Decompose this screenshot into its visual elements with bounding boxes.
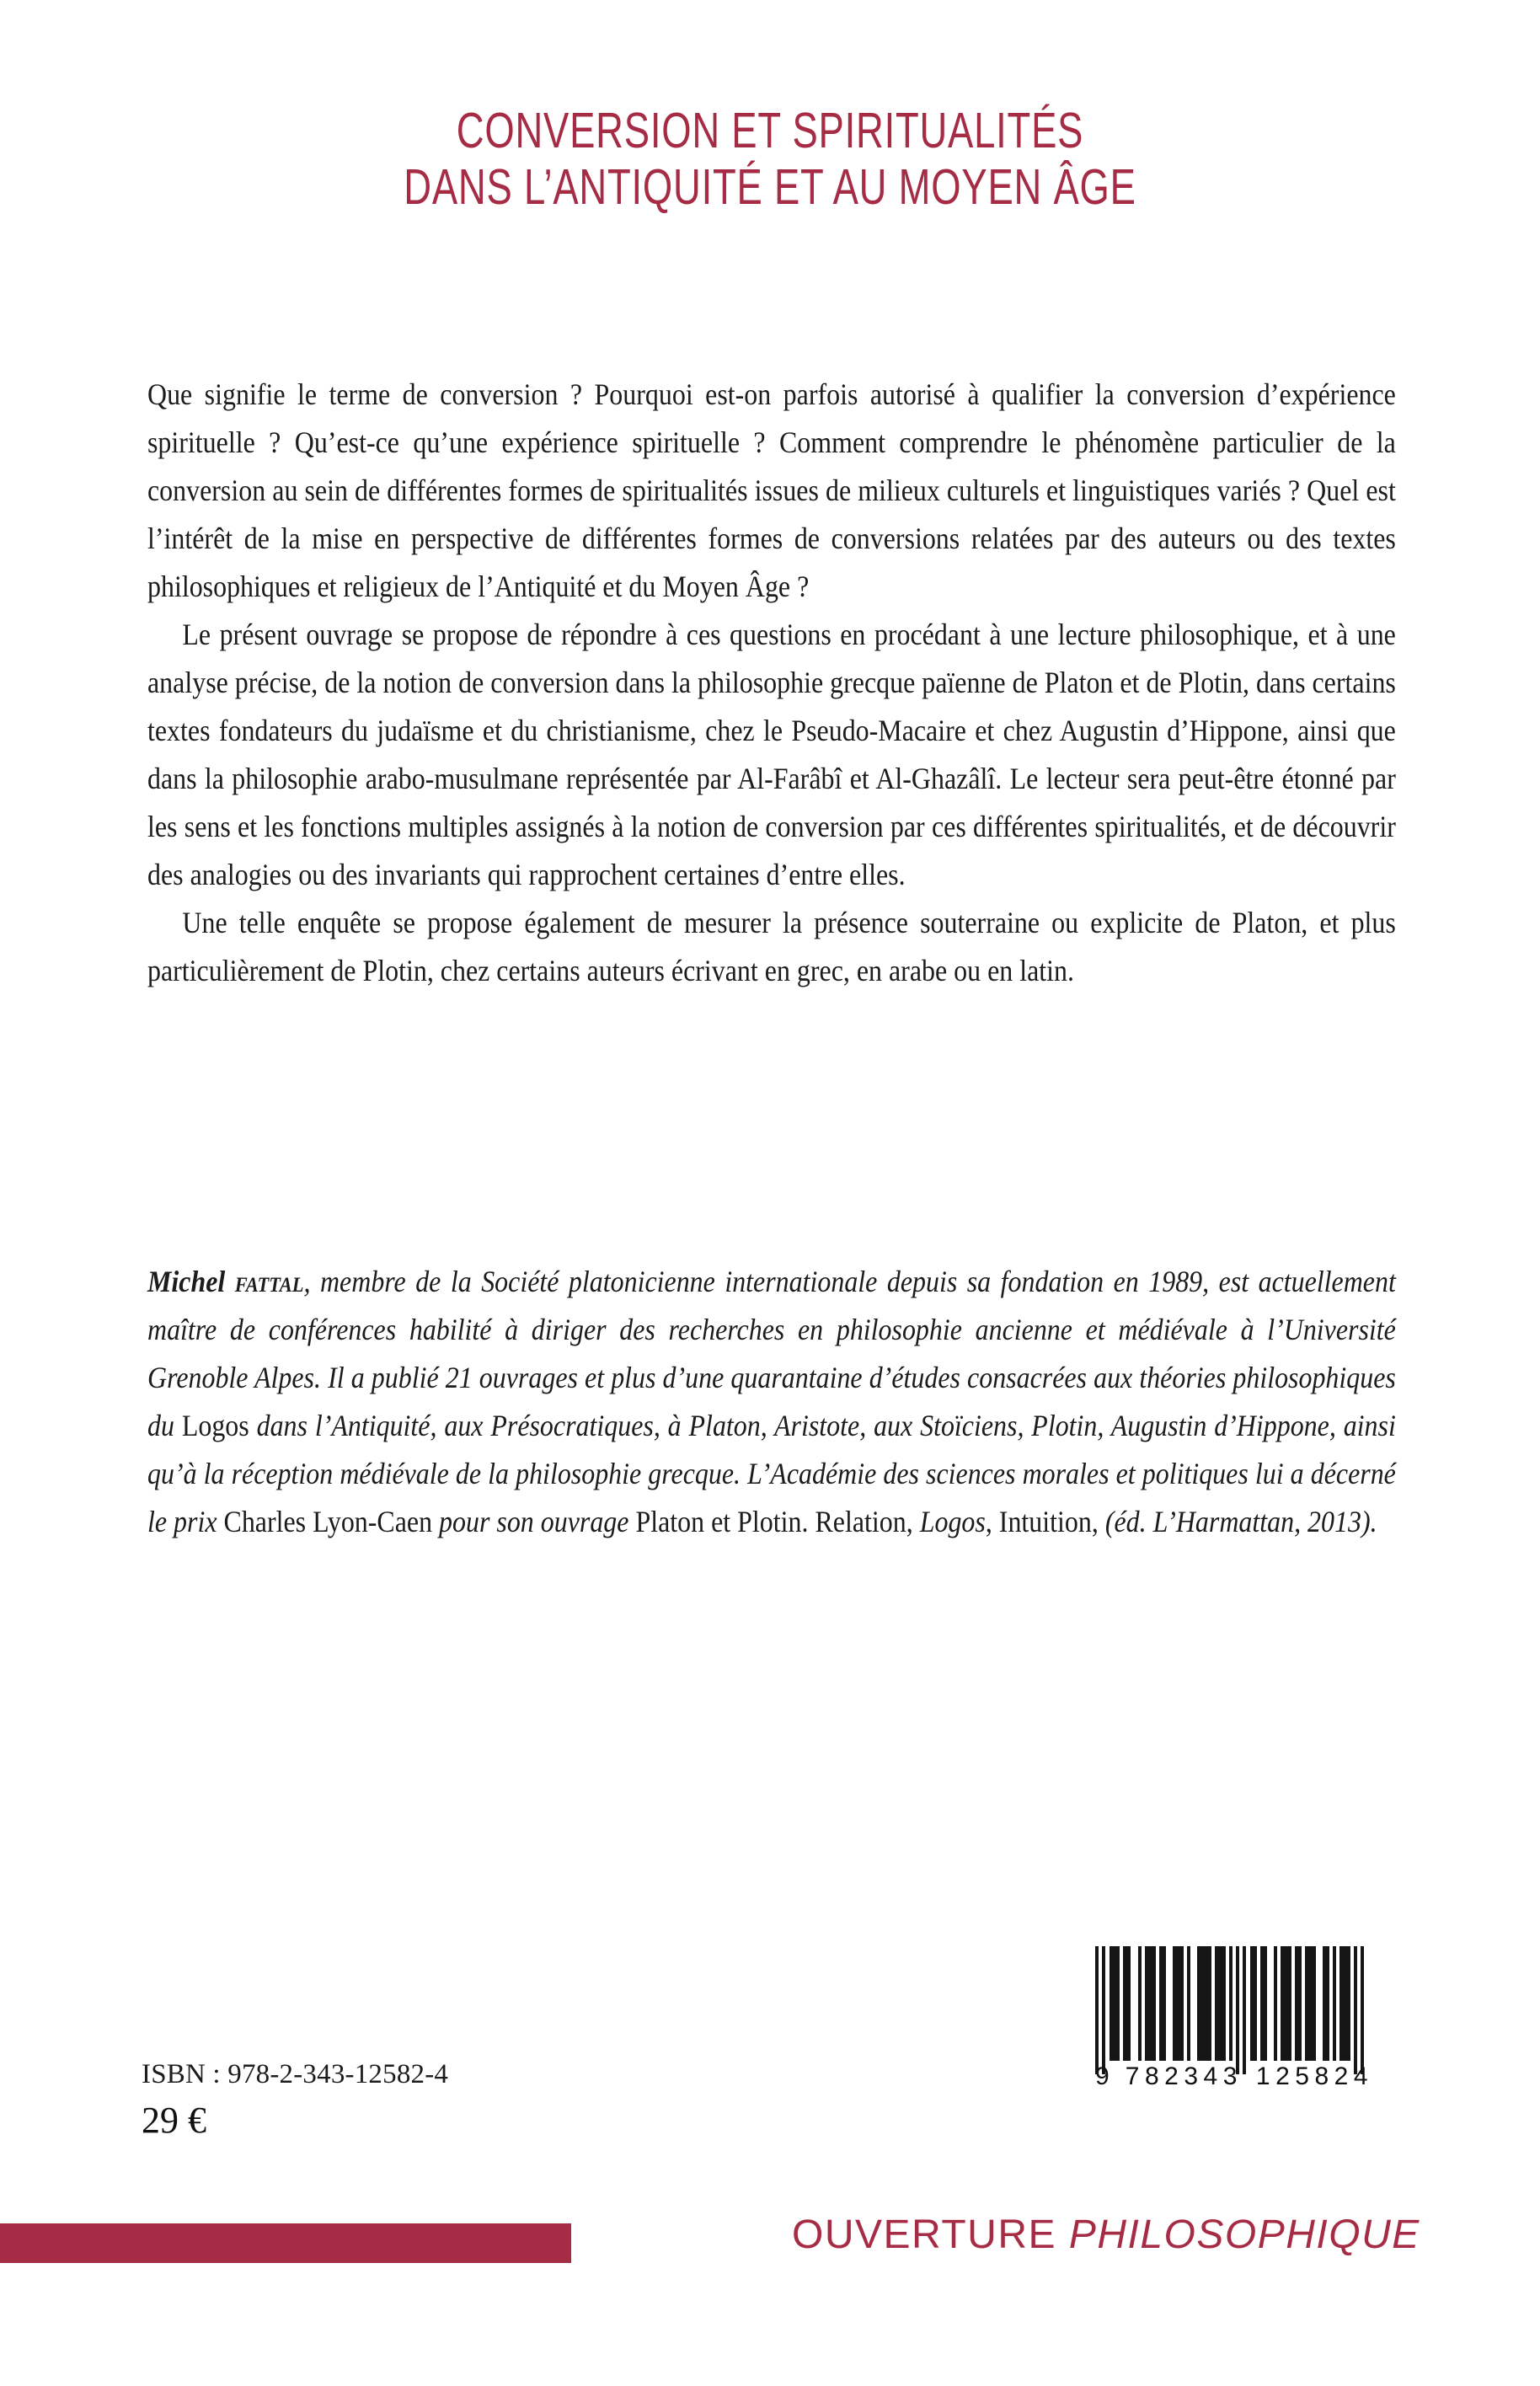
bio-italic-logos-2: Logos: [919, 1505, 986, 1538]
bio-segment-1: , membre de la Société platonicienne internationale depuis sa fondation en 1989, est actuellement maître de conférences habilité à diriger des recherches en philosophie ancienne et médiévale à l’Université Grenoble Alpes. Il a publié 21 ouvrages et plus d’une quarantaine d’études consacrées aux théories philosophiques du: [147, 1265, 1396, 1442]
bio-segment-3: pour son ouvrage: [432, 1505, 636, 1538]
bio-segment-2: dans l’Antiquité, aux Présocratiques, à Platon, Aristote, aux Stoïciens, Plotin, Augustin d’Hippone, ainsi qu’à la réception médiévale de la philosophie grecque. L’Académie des sciences morales et politiques lui a décerné le prix: [147, 1409, 1396, 1538]
blurb-text: [147, 371, 1396, 995]
collection-word-ouverture: OUVERTURE: [792, 2212, 1069, 2257]
blurb-paragraph-1: Que signifie le terme de conversion ? Pourquoi est-on parfois autorisé à qualifier la conversion d’expérience spirituelle ? Qu’est-ce qu’une expérience spirituelle ? Comment comprendre le phénomène particulier de la conversion au sein de différentes formes de spiritualités issues de milieux culturels et linguistiques variés ? Quel est l’intérêt de la mise en perspective de différentes formes de conversions relatées par des auteurs ou des textes philosophiques et religieux de l’Antiquité et du Moyen Âge ?: [147, 377, 1396, 603]
barcode-digits-right: 125824: [1255, 2062, 1373, 2090]
barcode-digits-left: 782343: [1125, 2062, 1243, 2090]
author-name-last: fattal: [234, 1265, 304, 1298]
bio-roman-booktitle-1: Platon et Plotin. Relation,: [635, 1505, 920, 1538]
bio-roman-prize: Charles Lyon-Caen: [223, 1505, 433, 1538]
bio-roman-booktitle-2: , Intuition,: [985, 1505, 1105, 1538]
price-text: 29 €: [142, 2100, 206, 2141]
collection-word-philosophique: PHILOSOPHIQUE: [1068, 2212, 1420, 2257]
author-bio-paragraph: [147, 1258, 1396, 1546]
author-name-first: Michel: [147, 1265, 235, 1298]
barcode: [1095, 1946, 1373, 2091]
bio-segment-4: (éd. L’Harmattan, 2013).: [1104, 1505, 1377, 1538]
title-line-2: DANS L’ANTIQUITÉ ET AU MOYEN ÂGE: [404, 158, 1136, 215]
isbn-text: ISBN : 978-2-343-12582-4: [142, 2059, 449, 2089]
barcode-digit-first: 9: [1095, 2062, 1110, 2090]
collection-name: [792, 2207, 1466, 2263]
bio-roman-logos-1: Logos: [181, 1409, 249, 1442]
barcode-digits: [1095, 2062, 1373, 2091]
isbn-price-block: [142, 2056, 448, 2145]
blurb-paragraph-2: Le présent ouvrage se propose de répondre à ces questions en procédant à une lecture philosophique, et à une analyse précise, de la notion de conversion dans la philosophie grecque païenne de Platon et de Plotin, dans certains textes fondateurs du judaïsme et du christianisme, chez le Pseudo-Macaire et chez Augustin d’Hippone, ainsi que dans la philosophie arabo-musulmane représentée par Al-Farâbî et Al-Ghazâlî. Le lecteur sera peut-être étonné par les sens et les fonctions multiples assignés à la notion de conversion par ces différentes spiritualités, et de découvrir des analogies ou des invariants qui rapprochent certaines d’entre elles.: [147, 618, 1396, 891]
blurb-paragraph-3: Une telle enquête se propose également de mesurer la présence souterraine ou explicite de Platon, et plus particulièrement de Plotin, chez certains auteurs écrivant en grec, en arabe ou en latin.: [147, 906, 1396, 987]
page-title: [0, 105, 1540, 213]
author-bio: [147, 1258, 1396, 1546]
title-line-1: CONVERSION ET SPIRITUALITÉS: [456, 103, 1084, 158]
footer-accent-bar: [0, 2223, 571, 2263]
barcode-bars: [1095, 1946, 1373, 2061]
